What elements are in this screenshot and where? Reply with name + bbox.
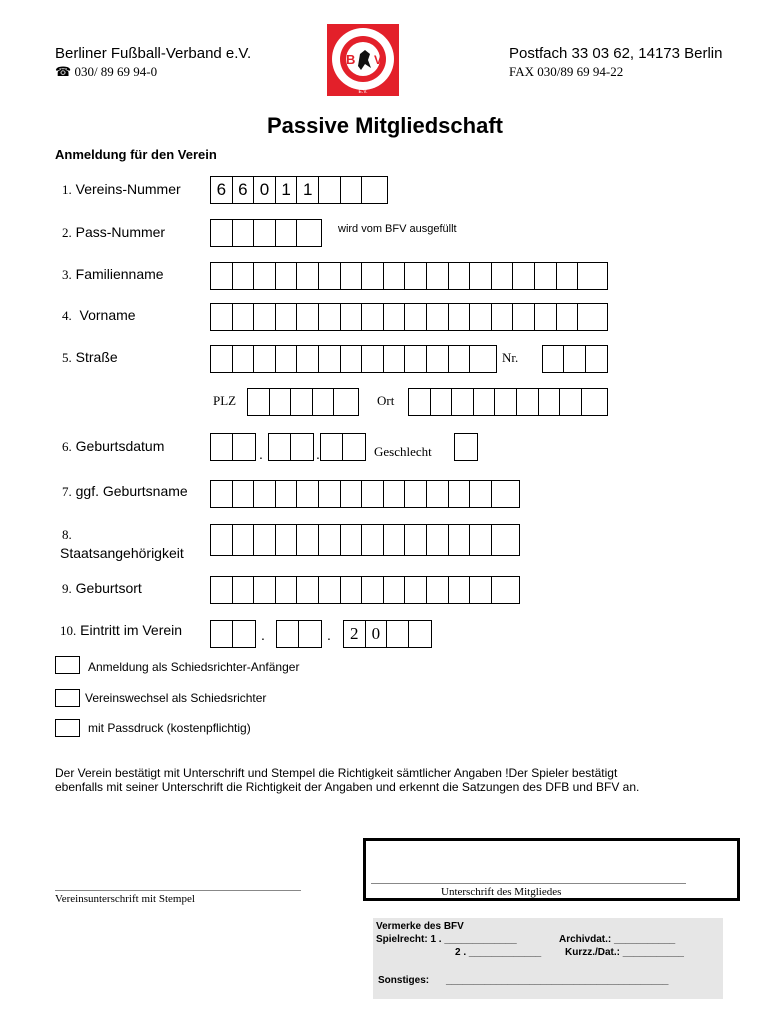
character-cell — [248, 389, 270, 415]
member-signature-line — [371, 883, 686, 884]
geburtstag-field[interactable] — [210, 433, 256, 461]
spielrecht-1: Spielrecht: 1 . _____________ — [376, 934, 517, 945]
familienname-label: 3. Familienname — [62, 266, 164, 282]
character-cell — [405, 577, 427, 603]
character-cell — [409, 389, 431, 415]
character-cell — [582, 389, 604, 415]
character-cell — [276, 346, 298, 372]
schiedsrichter-anfaenger-label: Anmeldung als Schiedsrichter-Anfänger — [88, 660, 300, 674]
bfv-logo-icon — [327, 24, 399, 96]
character-cell — [427, 263, 449, 289]
character-cell — [211, 220, 233, 246]
vereins-nummer-digit — [319, 177, 341, 203]
character-cell — [470, 577, 492, 603]
date-separator: . — [259, 446, 263, 462]
hausnummer-label: Nr. — [502, 350, 519, 365]
character-cell — [341, 577, 363, 603]
postbox-address: Postfach 33 03 62, 14173 Berlin — [509, 45, 723, 62]
character-cell — [362, 525, 384, 555]
plz-label: PLZ — [213, 393, 237, 408]
character-cell — [513, 304, 535, 330]
geburtsname-field[interactable] — [210, 480, 520, 508]
eintritt-jahr-digit: 0 — [366, 621, 388, 647]
character-cell — [233, 577, 255, 603]
character-cell — [211, 263, 233, 289]
character-cell — [405, 346, 427, 372]
character-cell — [470, 525, 492, 555]
form-subtitle: Anmeldung für den Verein — [55, 147, 217, 162]
vereins-nummer-digit: 6 — [233, 177, 255, 203]
character-cell — [211, 346, 233, 372]
geschlecht-field[interactable] — [454, 433, 478, 461]
character-cell — [254, 220, 276, 246]
character-cell — [319, 346, 341, 372]
character-cell — [297, 220, 319, 246]
character-cell — [384, 481, 406, 507]
svg-text:V: V — [374, 53, 383, 67]
character-cell — [297, 263, 319, 289]
character-cell — [211, 434, 233, 460]
character-cell — [449, 263, 471, 289]
character-cell — [449, 577, 471, 603]
character-cell — [319, 304, 341, 330]
character-cell — [405, 263, 427, 289]
declaration-text-line2: ebenfalls mit seiner Unterschrift die Richtigkeit der Angaben und erkennt die Satzungen des DFB und BFV an. — [55, 780, 640, 794]
passdruck-checkbox[interactable] — [55, 719, 80, 737]
character-cell — [470, 346, 492, 372]
club-signature-line[interactable] — [55, 890, 301, 891]
eintritt-label: 10. Eintritt im Verein — [60, 622, 183, 638]
vereins-nummer-digit — [341, 177, 363, 203]
eintritt-jahr-digit: 2 — [344, 621, 366, 647]
character-cell — [269, 434, 291, 460]
character-cell — [405, 304, 427, 330]
character-cell — [254, 577, 276, 603]
character-cell — [291, 389, 313, 415]
character-cell — [233, 481, 255, 507]
character-cell — [211, 525, 233, 555]
character-cell — [517, 389, 539, 415]
character-cell — [586, 346, 607, 372]
pass-nummer-note: wird vom BFV ausgefüllt — [338, 223, 457, 235]
schiedsrichter-anfaenger-checkbox[interactable] — [55, 656, 80, 674]
character-cell — [211, 577, 233, 603]
geburtsort-field[interactable] — [210, 576, 520, 604]
geburtsmonat-field[interactable] — [268, 433, 314, 461]
character-cell — [492, 263, 514, 289]
character-cell — [233, 346, 255, 372]
character-cell — [405, 481, 427, 507]
vereins-nummer-digit: 6 — [211, 177, 233, 203]
character-cell — [341, 481, 363, 507]
character-cell — [362, 481, 384, 507]
geschlecht-label: Geschlecht — [374, 444, 432, 459]
character-cell — [211, 304, 233, 330]
character-cell — [319, 481, 341, 507]
character-cell — [362, 263, 384, 289]
character-cell — [276, 304, 298, 330]
character-cell — [211, 621, 233, 647]
page-title: Passive Mitgliedschaft — [267, 113, 503, 138]
sonstiges-label: Sonstiges: — [378, 975, 430, 986]
character-cell — [384, 577, 406, 603]
eintritt-monat-field[interactable] — [276, 620, 322, 648]
character-cell — [254, 525, 276, 555]
geburtsjahr-field[interactable] — [320, 433, 366, 461]
character-cell — [270, 389, 292, 415]
character-cell — [492, 577, 514, 603]
character-cell — [276, 263, 298, 289]
bfv-office-box — [373, 918, 723, 999]
familienname-field[interactable] — [210, 262, 608, 290]
character-cell — [254, 346, 276, 372]
plz-field[interactable] — [247, 388, 359, 416]
svg-text:B: B — [346, 52, 356, 67]
character-cell — [539, 389, 561, 415]
character-cell — [384, 304, 406, 330]
character-cell — [254, 263, 276, 289]
character-cell — [319, 577, 341, 603]
character-cell — [557, 263, 579, 289]
character-cell — [578, 304, 600, 330]
character-cell — [492, 481, 514, 507]
vereinswechsel-schiedsrichter-checkbox[interactable] — [55, 689, 80, 707]
passdruck-label: mit Passdruck (kostenpflichtig) — [88, 721, 251, 735]
fax-number: FAX 030/89 69 94-22 — [509, 64, 624, 79]
character-cell — [470, 304, 492, 330]
kurzzeichen-datum: Kurzz./Dat.: ___________ — [565, 947, 684, 958]
character-cell — [343, 434, 365, 460]
vereins-nummer-digit: 0 — [254, 177, 276, 203]
character-cell — [449, 304, 471, 330]
character-cell — [427, 525, 449, 555]
vereins-nummer-label: 1. Vereins-Nummer — [62, 181, 181, 197]
strasse-label: 5. Straße — [62, 349, 118, 365]
character-cell — [557, 304, 579, 330]
character-cell — [449, 481, 471, 507]
character-cell — [276, 220, 298, 246]
character-cell — [362, 346, 384, 372]
character-cell — [334, 389, 356, 415]
character-cell — [233, 621, 255, 647]
character-cell — [297, 304, 319, 330]
character-cell — [297, 525, 319, 555]
character-cell — [384, 346, 406, 372]
character-cell — [313, 389, 335, 415]
character-cell — [449, 346, 471, 372]
character-cell — [297, 577, 319, 603]
character-cell — [427, 346, 449, 372]
character-cell — [233, 525, 255, 555]
character-cell — [341, 346, 363, 372]
character-cell — [277, 621, 299, 647]
character-cell — [474, 389, 496, 415]
character-cell — [276, 577, 298, 603]
character-cell — [578, 263, 600, 289]
character-cell — [291, 434, 313, 460]
character-cell — [362, 577, 384, 603]
spielrecht-2: 2 . _____________ — [455, 947, 542, 958]
vereins-nummer-digit: 1 — [276, 177, 298, 203]
character-cell — [564, 346, 585, 372]
date-separator: . — [327, 627, 331, 643]
character-cell — [513, 263, 535, 289]
character-cell — [384, 263, 406, 289]
character-cell — [233, 220, 255, 246]
vereins-nummer-digit — [362, 177, 384, 203]
staatsangehoerigkeit-field[interactable] — [210, 524, 520, 556]
character-cell — [321, 434, 343, 460]
character-cell — [455, 434, 477, 460]
sonstiges-line: ________________________________________ — [446, 975, 669, 986]
character-cell — [427, 577, 449, 603]
character-cell — [535, 304, 557, 330]
hausnummer-field[interactable] — [542, 345, 608, 373]
vereinswechsel-schiedsrichter-label: Vereinswechsel als Schiedsrichter — [85, 691, 267, 705]
eintritt-tag-field[interactable] — [210, 620, 256, 648]
character-cell — [254, 481, 276, 507]
staatsangehoerigkeit-label: Staatsangehörigkeit — [60, 545, 184, 561]
archivdatum: Archivdat.: ___________ — [559, 934, 676, 945]
geburtsdatum-label: 6. Geburtsdatum — [62, 438, 165, 454]
character-cell — [297, 346, 319, 372]
character-cell — [470, 263, 492, 289]
character-cell — [319, 525, 341, 555]
character-cell — [362, 304, 384, 330]
character-cell — [341, 525, 363, 555]
phone-number: ☎ 030/ 89 69 94-0 — [55, 64, 158, 79]
character-cell — [560, 389, 582, 415]
character-cell — [427, 304, 449, 330]
date-separator: . — [316, 446, 320, 462]
strasse-field[interactable] — [210, 345, 497, 373]
character-cell — [211, 481, 233, 507]
vorname-field[interactable] — [210, 303, 608, 331]
character-cell — [492, 304, 514, 330]
character-cell — [470, 481, 492, 507]
character-cell — [254, 304, 276, 330]
vereins-nummer-digit: 1 — [297, 177, 319, 203]
character-cell — [449, 525, 471, 555]
declaration-text-line1: Der Verein bestätigt mit Unterschrift und Stempel die Richtigkeit sämtlicher Angaben !Der Spieler bestätigt — [55, 766, 618, 780]
character-cell — [427, 481, 449, 507]
geburtsort-label: 9. Geburtsort — [62, 580, 142, 596]
character-cell — [341, 304, 363, 330]
character-cell — [405, 525, 427, 555]
character-cell — [452, 389, 474, 415]
bfv-logo — [327, 24, 399, 96]
character-cell — [543, 346, 564, 372]
character-cell — [233, 434, 255, 460]
character-cell — [409, 621, 431, 647]
club-signature-label: Vereinsunterschrift mit Stempel — [55, 893, 195, 905]
character-cell — [319, 263, 341, 289]
vorname-label: 4. Vorname — [62, 307, 136, 323]
member-signature-label: Unterschrift des Mitgliedes — [441, 886, 562, 898]
character-cell — [495, 389, 517, 415]
pass-nummer-field[interactable] — [210, 219, 322, 247]
office-title: Vermerke des BFV — [376, 921, 464, 932]
pass-nummer-label: 2. Pass-Nummer — [62, 224, 166, 240]
ort-label: Ort — [377, 393, 395, 408]
date-separator: . — [261, 627, 265, 643]
character-cell — [299, 621, 321, 647]
character-cell — [297, 481, 319, 507]
org-name: Berliner Fußball-Verband e.V. — [55, 45, 252, 62]
character-cell — [341, 263, 363, 289]
ort-field[interactable] — [408, 388, 608, 416]
eintritt-jahr-field[interactable] — [343, 620, 432, 648]
character-cell — [431, 389, 453, 415]
svg-text:E.V.: E.V. — [358, 89, 368, 95]
member-signature-box[interactable] — [363, 838, 740, 901]
vereins-nummer-field[interactable] — [210, 176, 388, 204]
character-cell — [535, 263, 557, 289]
character-cell — [276, 525, 298, 555]
character-cell — [233, 304, 255, 330]
character-cell — [387, 621, 409, 647]
staatsangehoerigkeit-number: 8. — [62, 527, 72, 542]
character-cell — [233, 263, 255, 289]
character-cell — [492, 525, 514, 555]
character-cell — [384, 525, 406, 555]
character-cell — [276, 481, 298, 507]
geburtsname-label: 7. ggf. Geburtsname — [62, 483, 188, 499]
